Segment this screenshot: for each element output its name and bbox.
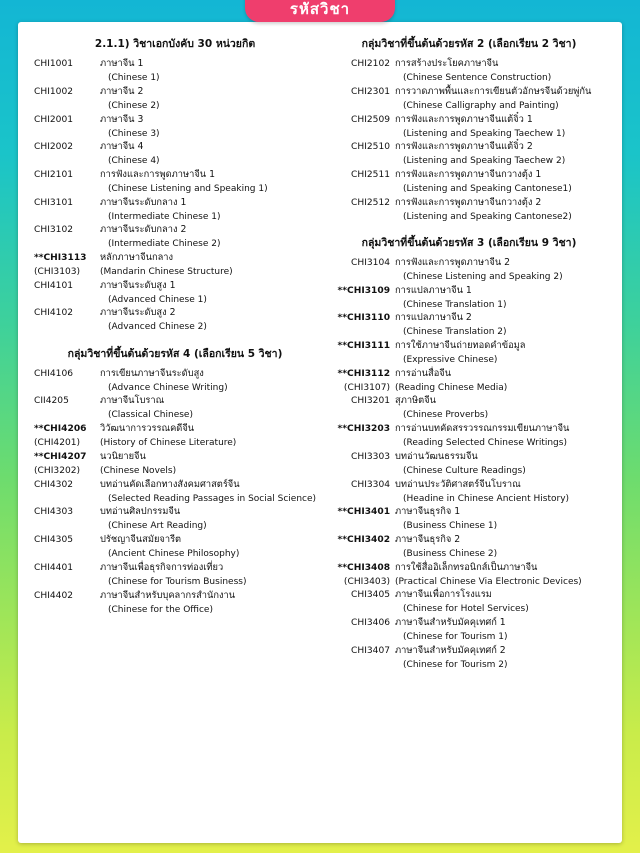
course-title-th: การสร้างประโยคภาษาจีน [395,58,499,70]
course-code: CHI3405 [351,590,391,601]
course-code: **CHI4206 [34,424,87,435]
course-row-en [328,211,610,223]
course-code: CHI2002 [34,142,74,153]
page-ribbon-title: รหัสวิชา [245,0,395,22]
course-row-en [328,72,610,84]
course-row-en [34,576,316,588]
course-row-en [34,155,316,167]
course-code: CHI3102 [34,225,74,236]
course-row-en [34,409,316,421]
course-row-en [328,603,610,615]
course-title-en: (Chinese for Hotel Services) [403,604,529,615]
course-title-th: สุภาษิตจีน [395,395,437,407]
course-title-en: (Intermediate Chinese 1) [108,211,221,222]
course-row-en [328,183,610,195]
course-title-th: หลักภาษาจีนกลาง [100,251,174,263]
course-title-th: บทอ่านศิลปกรรมจีน [100,506,181,518]
course-code: CHI2509 [351,114,391,125]
course-row-en [34,211,316,223]
course-title-en: (Chinese Translation 1) [403,299,507,310]
course-title-en: (Chinese 4) [108,156,160,167]
course-title-en: (Advance Chinese Writing) [108,382,228,393]
course-row [34,368,316,381]
course-row [34,141,316,154]
course-row [328,589,610,602]
course-title-th: ภาษาจีน 2 [100,85,144,97]
course-row-en [34,437,316,449]
course-title-th: บทอ่านคัดเลือกทางสังคมศาสตร์จีน [100,478,240,490]
course-row-en [34,128,316,140]
course-title-th: การใช้ภาษาจีนถ่ายทอดคำข้อมูล [395,339,526,351]
course-row [328,197,610,210]
course-row-en [328,382,610,394]
course-row-en [34,520,316,532]
course-code: CHI3201 [351,396,391,407]
course-row-en [34,493,316,505]
course-row-en [328,155,610,167]
course-row [34,280,316,293]
course-title-th: การใช้สื่ออิเล็กทรอนิกส์เป็นภาษาจีน [395,561,538,573]
course-list-sheet [18,22,622,843]
course-code: CHI2510 [351,142,391,153]
course-row [328,86,610,99]
course-title-en: (Advanced Chinese 2) [108,322,207,333]
course-title-en: (Listening and Speaking Taechew 2) [403,156,566,167]
course-title-th: ภาษาจีนเพื่อการโรงแรม [395,589,492,601]
course-code-alt: (CHI3103) [34,266,81,277]
course-title-th: การวาดภาพพื้นและการเขียนตัวอักษรจีนด้วยพู่กัน [395,85,592,97]
course-row [34,423,316,436]
course-title-en: (Classical Chinese) [108,410,193,421]
course-code: CHI4101 [34,280,74,291]
course-row-en [328,548,610,560]
course-title-th: ภาษาจีนสำหรับบุคลากรสำนักงาน [100,589,236,601]
course-code: CHI4401 [34,562,74,573]
course-code-alt: (CHI4201) [34,438,81,449]
course-code: CHI4303 [34,507,74,518]
course-row [328,285,610,298]
course-row-en [328,128,610,140]
course-row [34,252,316,265]
course-title-th: ภาษาจีนสำหรับมัคคุเทศก์ 1 [395,617,506,629]
course-title-th: นวนิยายจีน [100,450,146,462]
course-title-en: (Headine in Chinese Ancient History) [403,493,570,504]
course-row-en [328,409,610,421]
course-row [34,562,316,575]
course-row [328,58,610,71]
course-code: CHI3104 [351,257,391,268]
course-title-en: (Chinese for Tourism 2) [403,659,508,670]
course-row [328,479,610,492]
course-row-en [34,266,316,278]
course-row-en [34,321,316,333]
course-title-en: (Reading Selected Chinese Writings) [403,438,567,449]
course-title-en: (Listening and Speaking Cantonese2) [403,211,572,222]
course-title-th: ภาษาจีน 1 [100,58,144,70]
course-title-en: (Chinese 3) [108,128,160,139]
course-code: CHI1001 [34,59,74,70]
course-title-en: (Chinese for the Office) [108,604,213,615]
course-title-th: ภาษาจีนโบราณ [100,395,165,407]
course-row-en [328,299,610,311]
course-title-en: (Advanced Chinese 1) [108,294,207,305]
course-code: CHI4302 [34,479,74,490]
course-code: CHI2102 [351,59,391,70]
course-row-en [34,548,316,560]
course-code: CHI4106 [34,368,74,379]
course-title-en: (Business Chinese 2) [403,548,498,559]
course-row [34,590,316,603]
course-row [328,506,610,519]
course-code-alt: (CHI3107) [343,382,391,393]
course-title-th: บทอ่านวัฒนธรรมจีน [395,450,478,462]
course-title-en: (Chinese Culture Readings) [403,465,526,476]
right-section-1-rows [328,58,610,223]
course-title-th: การเขียนภาษาจีนระดับสูง [100,367,204,379]
course-title-en: (Intermediate Chinese 2) [108,239,221,250]
course-row-en [34,382,316,394]
left-column [28,36,318,835]
course-title-en: (Chinese Calligraphy and Painting) [403,100,559,111]
course-row-en [34,294,316,306]
course-title-en: (Chinese 2) [108,100,160,111]
course-title-en: (Reading Chinese Media) [395,382,508,393]
course-title-th: วิวัฒนาการวรรณคดีจีน [100,423,195,435]
course-row [328,141,610,154]
right-section-2-heading: กลุ่มวิชาที่ขึ้นต้นด้วยรหัส 3 (เลือกเรียน 9 วิชา) [361,236,577,249]
course-title-en: (Expressive Chinese) [403,354,498,365]
course-code: CHI2512 [351,197,391,208]
course-code-alt: (CHI3403) [343,576,391,587]
course-row-en [328,493,610,505]
course-code: **CHI3109 [337,285,391,296]
course-title-th: การฟังและการพูดภาษาจีนกวางตุ้ง 2 [395,196,542,208]
course-title-th: การฟังและการพูดภาษาจีนแต้จิ๋ว 2 [395,141,533,153]
course-row-en [34,72,316,84]
course-title-th: การแปลภาษาจีน 2 [395,312,472,324]
course-title-th: การแปลภาษาจีน 1 [395,284,472,296]
course-title-th: ภาษาจีนเพื่อธุรกิจการท่องเที่ยว [100,561,224,573]
course-row [34,114,316,127]
course-code: CHI3304 [351,479,391,490]
course-row-en [328,354,610,366]
course-title-en: (Chinese 1) [108,73,160,84]
course-row-en [328,465,610,477]
right-column [324,36,612,835]
course-code: CHI2001 [34,114,74,125]
right-section-2-rows [328,257,610,671]
course-code: **CHI3401 [337,507,391,518]
course-code: CHI4305 [34,535,74,546]
course-title-en: (Mandarin Chinese Structure) [100,266,233,277]
course-code: **CHI3113 [34,252,87,263]
course-title-th: ภาษาจีนระดับกลาง 1 [100,196,187,208]
course-code: CHI4102 [34,308,74,319]
course-row-en [328,437,610,449]
course-code: CHI1002 [34,86,74,97]
course-row [328,340,610,353]
course-code: **CHI4207 [34,451,87,462]
course-code: CHI2301 [351,86,391,97]
course-code: CHI3101 [34,197,74,208]
course-title-th: บทอ่านประวัติศาสตร์จีนโบราณ [395,478,521,490]
course-title-th: การฟังและการพูดภาษาจีน 1 [100,168,216,180]
course-title-th: ภาษาจีนระดับสูง 1 [100,279,176,291]
course-code: **CHI3112 [337,368,391,379]
course-title-en: (Practical Chinese Via Electronic Devices) [395,576,582,587]
course-row [34,451,316,464]
course-title-en: (History of Chinese Literature) [100,438,237,449]
course-title-en: (Chinese Listening and Speaking 2) [403,271,563,282]
course-title-th: ภาษาจีนระดับสูง 2 [100,307,176,319]
course-row [34,224,316,237]
course-title-en: (Selected Reading Passages in Social Science) [108,493,317,504]
course-row [328,534,610,547]
course-row [328,395,610,408]
right-section-1-heading: กลุ่มวิชาที่ขึ้นต้นด้วยรหัส 2 (เลือกเรียน 2 วิชา) [361,38,577,50]
course-title-en: (Chinese Proverbs) [403,410,489,421]
course-row [328,645,610,658]
course-row-en [34,238,316,250]
course-code: CHI4402 [34,590,74,601]
course-title-en: (Chinese Art Reading) [108,521,207,532]
course-row-en [328,520,610,532]
course-row [328,257,610,270]
course-code: CHI2101 [34,169,74,180]
course-row-en [34,183,316,195]
course-row-en [328,100,610,112]
course-row [328,114,610,127]
course-title-th: ภาษาจีนธุรกิจ 2 [395,533,461,545]
course-code: CHI3407 [351,645,391,656]
course-row [328,451,610,464]
course-row-en [328,659,610,671]
course-title-th: ภาษาจีนสำหรับมัคคุเทศก์ 2 [395,644,506,656]
course-row [34,58,316,71]
course-code: CHI3406 [351,618,391,629]
course-title-th: ภาษาจีนธุรกิจ 1 [395,506,461,518]
course-row [34,395,316,408]
course-row [328,562,610,575]
left-section-1-rows [34,58,316,334]
course-row [34,479,316,492]
course-row-en [34,465,316,477]
course-title-th: ภาษาจีน 3 [100,113,144,125]
course-title-th: การอ่านสื่อจีน [395,367,452,379]
course-row-en [34,604,316,616]
course-row [34,506,316,519]
course-row-en [328,326,610,338]
course-code-alt: (CHI3202) [34,465,81,476]
course-row [328,423,610,436]
course-row-en [34,100,316,112]
course-title-en: (Listening and Speaking Taechew 1) [403,128,566,139]
course-title-en: (Chinese Translation 2) [403,327,507,338]
course-title-th: ปรัชญาจีนสมัยจารีต [100,534,182,546]
course-title-en: (Chinese Listening and Speaking 1) [108,183,268,194]
course-code: **CHI3402 [337,534,391,545]
course-row [34,307,316,320]
course-title-en: (Chinese for Tourism Business) [108,576,247,587]
course-title-en: (Business Chinese 1) [403,521,498,532]
course-code: CHI2511 [351,169,391,180]
course-title-th: การฟังและการพูดภาษาจีนแต้จิ๋ว 1 [395,113,533,125]
left-section-2-heading: กลุ่มวิชาที่ขึ้นต้นด้วยรหัส 4 (เลือกเรียน 5 วิชา) [67,347,283,360]
course-row [34,86,316,99]
course-code: **CHI3110 [337,313,391,324]
left-section-1-heading: 2.1.1) วิชาเอกบังคับ 30 หน่วยกิต [94,38,256,50]
course-row [34,197,316,210]
course-code: **CHI3408 [337,562,391,573]
course-code: **CHI3203 [337,424,391,435]
course-code: CHI3303 [351,451,391,462]
course-row [328,617,610,630]
course-row [328,169,610,182]
course-title-th: ภาษาจีน 4 [100,141,144,153]
course-row [34,534,316,547]
course-title-th: การฟังและการพูดภาษาจีนกวางตุ้ง 1 [395,168,542,180]
course-title-en: (Chinese Novels) [100,465,177,476]
course-code: **CHI3111 [337,340,391,351]
course-title-th: การอ่านบทคัดสรรวรรณกรรมเขียนภาษาจีน [395,423,570,435]
course-row [328,368,610,381]
course-title-th: ภาษาจีนระดับกลาง 2 [100,224,187,236]
course-title-en: (Listening and Speaking Cantonese1) [403,183,572,194]
course-row-en [328,576,610,588]
course-title-en: (Chinese Sentence Construction) [403,73,552,84]
course-row-en [328,631,610,643]
course-row [328,312,610,325]
course-row [34,169,316,182]
left-section-2-rows [34,368,316,616]
course-title-en: (Ancient Chinese Philosophy) [108,549,240,560]
course-title-en: (Chinese for Tourism 1) [403,632,508,643]
course-title-th: การฟังและการพูดภาษาจีน 2 [395,256,511,268]
course-code: CII4205 [34,396,69,407]
course-row-en [328,271,610,283]
